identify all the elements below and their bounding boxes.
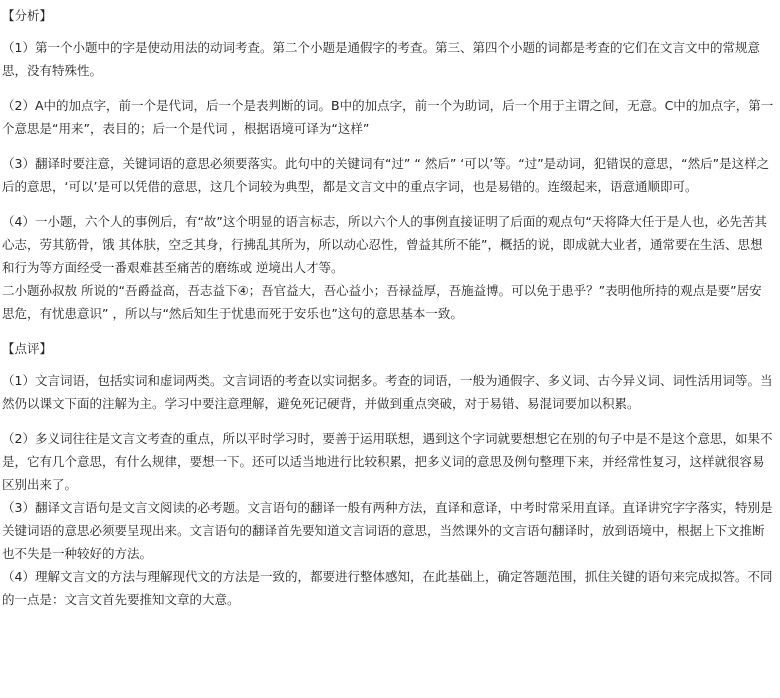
analysis-paragraph-2: （2）A中的加点字，前一个是代词，后一个是表判断的词。B中的加点字，前一个为助词，后一个用于主谓之间，无意。C中的加点字，第一个意思是“用来”，表目的；后一个是代词 ，根据语境可译为“这样” bbox=[2, 98, 774, 136]
comment-paragraph-2: （2）多义词往往是文言文考查的重点，所以平时学习时，要善于运用联想，遇到这个字词就要想想它在别的句子中是不是这个意思，如果不是，它有几个意思，有什么规律，要想一下。还可以适当地进行比较积累，把多义词的意思及例句整理下来，并经常性复习，这样就很容易区别出来了。 bbox=[2, 431, 773, 492]
analysis-heading: 【分析】 bbox=[2, 8, 53, 23]
comment-heading: 【点评】 bbox=[2, 341, 53, 356]
analysis-paragraph-5: 二小题孙叔敖 所说的“吾爵益高，吾志益下④；吾官益大，吾心益小；吾禄益厚，吾施益博。可以免于患乎？”表明他所持的观点是要”居安思危，有忧患意识” ，所以与“然后知生于忧患而死于安乐也”这句的意思基本一致。 bbox=[2, 283, 762, 321]
analysis-paragraph-3: （3）翻译时要注意，关键词语的意思必须要落实。此句中的关键词有“过” “ 然后” ‘可以’等。“过”是动词，犯错误的意思，“然后”是这样之后的意思，‘可以’是可以凭借的意思，这几个词较为典型，都是文言文中的重点字词，也是易错的。连缀起来，语意通顺即可。 bbox=[2, 156, 770, 194]
analysis-paragraph-4: （4）一小题，六个人的事例后，有“故”这个明显的语言标志，所以六个人的事例直接证明了后面的观点句“天将降大任于是人也，必先苦其心志，劳其筋骨，饿 其体肤，空乏其身，行拂乱其所为，所以动心忍性，曾益其所不能”，概括的说，即成就大业者，通常要在生活、思想和行为等方面经受一番艰难甚至痛苦的磨练或 逆境出人才等。 bbox=[2, 214, 767, 275]
analysis-paragraph-1: （1）第一个小题中的字是使动用法的动词考查。第二个小题是通假字的考查。第三、第四个小题的词都是考查的它们在文言文中的常规意思，没有特殊性。 bbox=[2, 40, 760, 78]
comment-paragraph-1: （1）文言词语，包括实词和虚词两类。文言词语的考查以实词据多。考查的词语，一般为通假字、多义词、古今异义词、词性活用词等。当然仍以课文下面的注解为主。学习中要注意理解，避免死记硬背，并做到重点突破，对于易错、易混词要加以积累。 bbox=[2, 373, 773, 411]
comment-paragraph-4: （4）理解文言文的方法与理解现代文的方法是一致的，都要进行整体感知，在此基础上，确定答题范围，抓住关键的语句来完成拟答。不同的一点是：文言文首先要推知文章的大意。 bbox=[2, 569, 773, 607]
comment-paragraph-3: （3）翻译文言语句是文言文阅读的必考题。文言语句的翻译一般有两种方法，直译和意译，中考时常采用直译。直译讲究字字落实，特别是关键词语的意思必须要呈现出来。文言语句的翻译首先要知道文言词语的意思，当然课外的文言语句翻译时，放到语境中，根据上下文推断也不失是一种较好的方法。 bbox=[2, 500, 773, 561]
